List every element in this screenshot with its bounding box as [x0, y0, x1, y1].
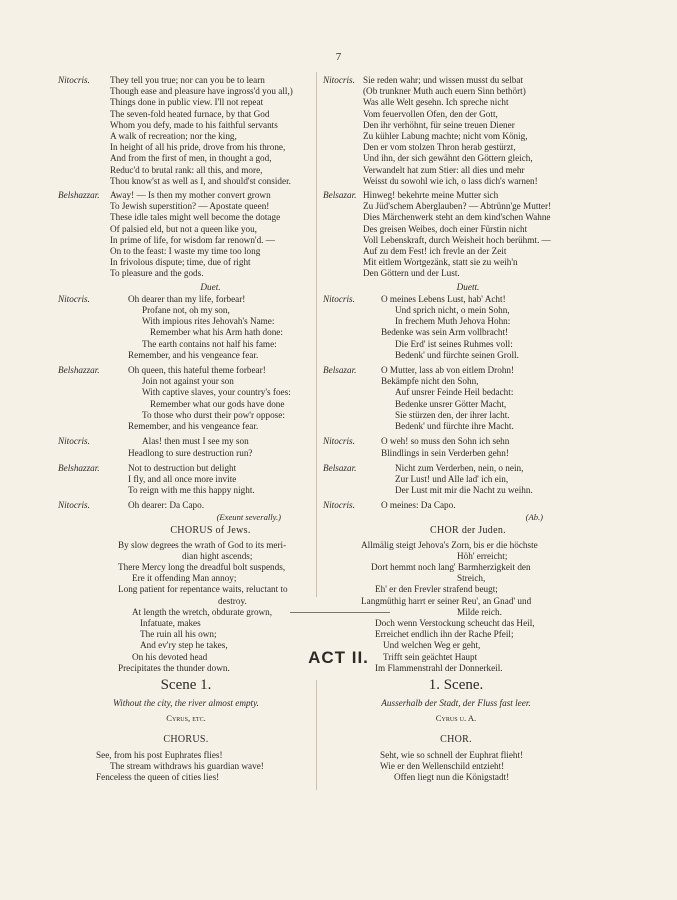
verse-line: Doch wenn Verstockung scheucht das Heil,	[375, 617, 535, 628]
verse-line: Remember, and his vengeance fear.	[128, 349, 259, 360]
verse-line: O Mutter, lass ab von eitlem Drohn!	[381, 365, 515, 376]
speaker-label: Nitocris.	[58, 500, 90, 511]
verse-line: Dies Märchenwerk steht an dem kind'schen Wahne	[363, 212, 551, 223]
speaker-label: Nitocris.	[58, 75, 90, 85]
verse-line: Infatuate, makes	[140, 617, 201, 628]
speaker-label: Belsazar.	[323, 462, 357, 473]
stage-direction: (Exeunt severally.)	[216, 511, 281, 522]
verse-line: Remember what our gods have done	[150, 398, 285, 409]
verse-line: Sie stürzen den, der ihrer lacht.	[395, 409, 510, 420]
scene-persons: Cyrus u. A.	[435, 713, 477, 723]
duet-block	[58, 500, 311, 511]
scene-persons: Cyrus, etc.	[166, 713, 206, 723]
verse-line: These idle tales might well become the dotage	[110, 212, 281, 223]
section-separator	[290, 612, 390, 613]
verse-line: In frechem Muth Jehova Hohn:	[395, 316, 511, 327]
verse-line: Remember, and his vengeance fear.	[128, 421, 259, 432]
verse-line: Vom feuervollen Ofen, den der Gott,	[363, 108, 498, 119]
verse-line: (Ob trunkner Muth auch euern Sinn bethört)	[363, 86, 526, 97]
verse-line: Streich,	[457, 573, 486, 584]
verse-line: Dort hemmt noch lang' Barmherzigkeit den	[371, 561, 531, 572]
verse-line: Verwandelt hat zum Stier: all dies und mehr	[363, 164, 525, 175]
english-column	[58, 75, 311, 674]
verse-line: Auf zu dem Fest! ich frevle an der Zeit	[363, 246, 507, 257]
verse-line: To pleasure and the gods.	[110, 268, 204, 279]
verse-line: Eh' er den Frevler strafend beugt;	[375, 584, 498, 595]
duet-block	[323, 436, 573, 458]
verse-line: Weisst du sowohl wie ich, o lass dich's warnen!	[363, 175, 538, 186]
scene-german	[336, 676, 576, 784]
duet-heading: Duet.	[200, 281, 221, 292]
scene-column-divider	[316, 680, 317, 790]
verse-line: dian hight ascends;	[182, 550, 253, 561]
act-title: ACT II.	[308, 648, 369, 667]
verse-line: destroy.	[218, 595, 247, 606]
verse-line: Was alle Welt gesehn. Ich spreche nicht	[363, 97, 509, 108]
verse-line: Höh' erreicht;	[457, 550, 508, 561]
verse-line: Seht, wie so schnell der Euphrat flieht!	[380, 750, 524, 760]
verse-line: In frivolous dispute; time, due of right	[110, 257, 251, 268]
verse-line: Fenceless the queen of cities lies!	[96, 772, 220, 783]
verse-line: Zu Jüd'schem Aberglauben? — Abtrünn'ge Mutter!	[363, 201, 552, 212]
chorus-heading: CHOR.	[440, 734, 472, 745]
duet-block	[58, 365, 311, 432]
verse-line: A walk of recreation; nor the king,	[110, 131, 237, 142]
verse-line: In prime of life, for wisdom far renown'd. —	[110, 234, 275, 245]
verse-line: Things done in public view. I'll not repeat	[110, 97, 264, 108]
column-divider	[316, 72, 317, 597]
verse-line: I fly, and all once more invite	[128, 473, 237, 484]
chorus-heading: CHORUS.	[163, 734, 209, 745]
duet-block	[58, 294, 311, 361]
verse-line: O meines: Da Capo.	[381, 500, 456, 511]
verse-line: Long patient for repentance waits, reluctant to	[118, 584, 288, 595]
verse-line: Away! — Is then my mother convert grown	[110, 190, 271, 201]
verse-line: Thou know'st as well as I, and should'st consider.	[110, 175, 291, 186]
scene-title: Scene 1.	[160, 677, 212, 693]
verse-line: The seven-fold heated furnace, by that God	[110, 108, 270, 119]
verse-line: Offen liegt nun die Königstadt!	[394, 772, 510, 783]
speaker-label: Nitocris.	[323, 75, 355, 85]
scene-english	[66, 676, 306, 784]
speaker-label: Nitocris.	[58, 436, 90, 447]
verse-line: At length the wretch, obdurate grown,	[132, 606, 273, 617]
verse-line: Blindlings in sein Verderben gehn!	[381, 447, 509, 458]
verse-line: Im Flammenstrahl der Donnerkeil.	[375, 662, 503, 673]
speech-block	[323, 190, 573, 280]
scene-direction: Without the city, the river almost empty.	[113, 698, 259, 708]
verse-line: Whom you defy, made to his faithful servants	[110, 119, 278, 130]
verse-line: On his devoted head	[132, 651, 208, 662]
verse-line: Profane not, oh my son,	[142, 305, 230, 316]
verse-line: Bedenke unsrer Götter Macht,	[395, 398, 507, 409]
verse-line: Mit eitlem Wortgezänk, statt sie zu weih'n	[363, 257, 518, 268]
verse-line: Langmüthig harrt er seiner Reu', an Gnad' und	[361, 595, 532, 606]
speaker-label: Belshazzar.	[58, 462, 100, 473]
verse-line: Remember what his Arm hath done:	[150, 327, 283, 338]
verse-line: And from the first of men, in thought a god,	[110, 153, 272, 164]
verse-line: Und sprich nicht, o mein Sohn,	[395, 305, 510, 316]
verse-line: To reign with me this happy night.	[128, 485, 255, 496]
verse-line: Den er vom stolzen Thron herab gestürzt,	[363, 142, 516, 153]
speech-block	[58, 190, 311, 280]
verse-line: Trifft sein geächtet Haupt	[383, 651, 478, 662]
speech-block	[323, 75, 573, 187]
verse-line: Bedenke was sein Arm vollbracht!	[381, 327, 509, 338]
speaker-label: Nitocris.	[323, 436, 355, 447]
duet-block	[58, 436, 311, 458]
duet-block	[323, 463, 573, 497]
verse-line: Headlong to sure destruction run?	[128, 447, 253, 458]
verse-line: They tell you true; nor can you be to learn	[110, 75, 265, 85]
verse-line: Alas! then must I see my son	[142, 436, 249, 447]
speaker-label: Nitocris.	[323, 500, 355, 511]
verse-line: Hinweg! bekehrte meine Mutter sich	[363, 190, 499, 201]
verse-line: Und ihn, der sich gewähnt den Göttern gleich,	[363, 153, 533, 164]
verse-line: There Mercy long the dreadful bolt suspends,	[118, 561, 286, 572]
verse-line: Bedenk' und fürchte ihre Macht.	[395, 421, 514, 432]
scene-title: 1. Scene.	[428, 677, 484, 693]
verse-line: Bekämpfe nicht den Sohn,	[381, 376, 479, 387]
verse-line: To those who durst their pow'r oppose:	[142, 409, 285, 420]
verse-line: Oh dearer: Da Capo.	[128, 500, 205, 511]
verse-line: In height of all his pride, drove from his throne,	[110, 142, 286, 153]
verse-line: Bedenk' und fürchte seinen Groll.	[395, 349, 519, 360]
speaker-label: Belshazzar.	[58, 365, 100, 376]
verse-line: Zu kühler Labung machte; nicht vom König,	[363, 131, 528, 142]
verse-line: Die Erd' ist seines Ruhmes voll:	[395, 338, 513, 349]
verse-line: On to the feast: I waste my time too long	[110, 246, 261, 257]
verse-line: Und welchen Weg er geht,	[383, 640, 481, 651]
stage-direction: (Ab.)	[525, 511, 543, 522]
verse-line: Wie er den Wellenschild entzieht!	[380, 761, 505, 772]
verse-line: See, from his post Euphrates flies!	[96, 750, 223, 760]
duet-block	[58, 463, 311, 497]
verse-line: Precipitates the thunder down.	[118, 662, 230, 673]
verse-line: Des greisen Weibes, doch einer Fürstin nicht	[363, 223, 528, 234]
verse-line: The ruin all his own;	[140, 629, 217, 640]
verse-line: By slow degrees the wrath of God to its meri-	[118, 539, 287, 550]
duet-heading: Duett.	[456, 281, 480, 292]
verse-line: O weh! so muss den Sohn ich sehn	[381, 436, 510, 447]
verse-line: The stream withdraws his guardian wave!	[110, 761, 264, 772]
german-column	[323, 75, 573, 674]
verse-line: Nicht zum Verderben, nein, o nein,	[395, 462, 524, 473]
verse-line: Auf unsrer Feinde Heil bedacht:	[395, 387, 514, 398]
speaker-label: Nitocris.	[58, 293, 90, 304]
verse-line: And ev'ry step he takes,	[140, 640, 228, 651]
verse-line: Ere it offending Man annoy;	[132, 573, 237, 584]
verse-line: The earth contains not half his fame:	[142, 338, 277, 349]
verse-line: Den ihr verhöhnt, für seine treuen Diener	[363, 119, 515, 130]
chorus-heading: CHORUS of Jews.	[170, 524, 251, 536]
verse-line: Voll Lebenskraft, durch Weisheit hoch berühmt. —	[363, 234, 551, 245]
verse-line: Zur Lust! und Alle lad' ich ein,	[395, 473, 509, 484]
verse-line: Allmälig steigt Jehova's Zorn, bis er die höchste	[361, 539, 538, 550]
speech-block	[58, 75, 311, 187]
verse-line: With captive slaves, your country's foes:	[142, 387, 291, 398]
verse-line: Though ease and pleasure have ingross'd you all,)	[110, 86, 293, 97]
verse-line: Join not against your son	[142, 376, 234, 387]
verse-line: Sie reden wahr; und wissen musst du selbat	[363, 75, 523, 85]
verse-line: O meines Lebens Lust, hab' Acht!	[381, 293, 506, 304]
duet-block	[323, 500, 573, 511]
verse-line: Der Lust mit mir die Nacht zu weihn.	[395, 485, 533, 496]
duet-block	[323, 365, 573, 432]
verse-line: Reduc'd to brutal rank: all this, and more,	[110, 164, 263, 175]
speaker-label: Nitocris.	[323, 293, 355, 304]
verse-line: With impious rites Jehovah's Name:	[142, 316, 275, 327]
verse-line: Oh dearer than my life, forbear!	[128, 293, 246, 304]
verse-line: Den Göttern und der Lust.	[363, 268, 460, 279]
verse-line: Erreichet endlich ihn der Rache Pfeil;	[375, 629, 514, 640]
speaker-label: Belshazzar.	[58, 190, 100, 201]
verse-line: To Jewish superstition? — Apostate queen!	[110, 201, 270, 212]
speaker-label: Belsazar.	[323, 190, 357, 201]
speaker-label: Belsazar.	[323, 365, 357, 376]
scene-direction: Ausserhalb der Stadt, der Fluss fast leer.	[381, 698, 531, 708]
verse-line: Milde reich.	[457, 606, 502, 617]
verse-line: Oh queen, this hateful theme forbear!	[128, 365, 266, 376]
verse-line: Of palsied eld, but not a queen like you,	[110, 223, 257, 234]
duet-block	[323, 294, 573, 361]
page-number: 7	[335, 51, 342, 63]
verse-line: Not to destruction but delight	[128, 462, 237, 473]
chorus-heading: CHOR der Juden.	[430, 524, 506, 536]
